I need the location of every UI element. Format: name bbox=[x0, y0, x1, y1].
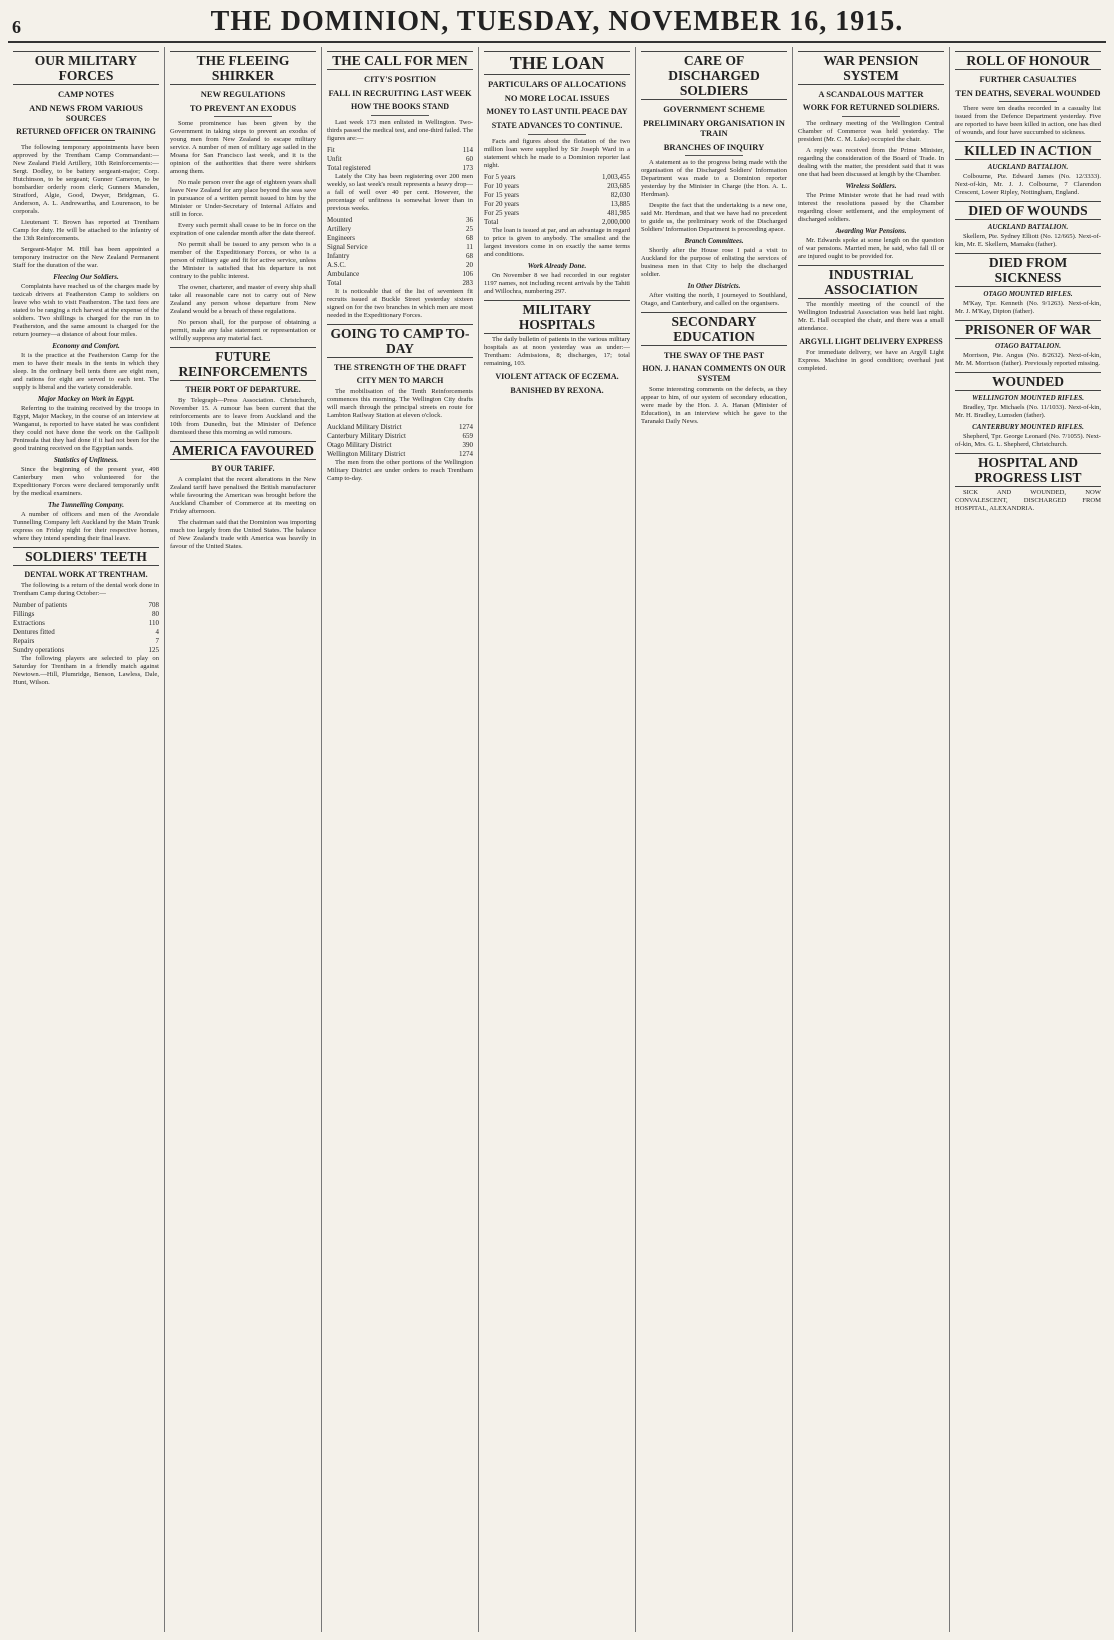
subheadline: FURTHER CASUALTIES bbox=[979, 74, 1077, 84]
paragraph: It is noticeable that of the list of seventeen fit recruits issued at Buckle Street yesterday sixteen signed on for the two branches in which men are most needed in the Expeditionary Forces. bbox=[327, 288, 473, 319]
dental-table bbox=[13, 601, 159, 655]
headline: FUTURE REINFORCEMENTS bbox=[170, 347, 316, 381]
paragraph: No person shall, for the purpose of obtaining a permit, make any false statement or representation or wilfully suppress any material fact. bbox=[170, 319, 316, 342]
paragraph: Some prominence has been given by the Government in taking steps to prevent an exodus of young men from New Zealand to escape military service. A number of men of military age sailed in the Moana for San Francisco last week, and it is the opinion of the authorities that there were shirkers among them. bbox=[170, 120, 316, 175]
loan-table bbox=[484, 173, 630, 227]
table-row: For 5 years 1,003,455 bbox=[484, 173, 630, 181]
unit-heading: OTAGO BATTALION. bbox=[994, 342, 1062, 350]
paragraph: Every such permit shall cease to be in force on the expiration of one calendar month after the date thereof. bbox=[170, 222, 316, 237]
paragraph: A complaint that the recent alterations in the New Zealand tariff have penalised the British manufacturer while favouring the American was brought before the Auckland Chamber of Commerce at its meeting on Friday afternoon. bbox=[170, 476, 316, 515]
paragraph: Lieutenant T. Brown has reported at Trentham Camp for duty. He will be attached to the infantry of the 13th Reinforcements. bbox=[13, 219, 159, 242]
subheadline: CITY'S POSITION bbox=[363, 74, 437, 84]
headline: GOING TO CAMP TO-DAY bbox=[327, 324, 473, 358]
section-heading: Awarding War Pensions. bbox=[835, 227, 907, 235]
headline: MILITARY HOSPITALS bbox=[484, 300, 630, 334]
paragraph: Despite the fact that the undertaking is a new one, said Mr. Herdman, and that we have had no precedent to guide us, the preliminary work of the Discharged Soldiers' Information Department is proceeding apace. bbox=[641, 202, 787, 233]
subheadline: BY OUR TARIFF. bbox=[211, 464, 275, 473]
subheadline: BRANCHES OF INQUIRY bbox=[663, 142, 765, 152]
paragraph: A number of officers and men of the Avondale Tunnelling Company left Auckland by the Main Trunk express on Friday night for their respective homes, where they intend spending their final leave. bbox=[13, 511, 159, 542]
paragraph: Mr. Edwards spoke at some length on the question of war pensions. Married men, he said, who fall ill or are injured ought to be provided for. bbox=[798, 237, 944, 260]
table-row: Total 283 bbox=[327, 279, 473, 287]
page-number: 6 bbox=[12, 17, 21, 37]
paragraph: The men from the other portions of the Wellington Military District are under orders to reach Trentham Camp to-day. bbox=[327, 459, 473, 482]
subheadline: CAMP NOTES bbox=[58, 89, 114, 99]
section-heading: Economy and Comfort. bbox=[52, 342, 120, 350]
subheadline: TO PREVENT AN EXODUS bbox=[189, 103, 297, 113]
section-heading: In Other Districts. bbox=[687, 282, 741, 290]
headline: ROLL OF HONOUR bbox=[955, 51, 1101, 70]
headline: AMERICA FAVOURED bbox=[171, 443, 315, 458]
table-row: Signal Service 11 bbox=[327, 243, 473, 251]
table-row: Engineers 68 bbox=[327, 234, 473, 242]
table-row: For 25 years 481,985 bbox=[484, 209, 630, 217]
headline: INDUSTRIAL ASSOCIATION bbox=[798, 265, 944, 299]
table-row: Artillery 25 bbox=[327, 225, 473, 233]
paragraph: Lately the City has been registering over 200 men weekly, so last week's result represents a heavy drop—a fall of well over 40 per cent. However, the percentage of unfitness is somewhat lower than in previous weeks. bbox=[327, 173, 473, 212]
section-heading: Major Mackey on Work in Egypt. bbox=[37, 395, 135, 403]
table-row: Unfit 60 bbox=[327, 155, 473, 163]
table-row: Ambulance 106 bbox=[327, 270, 473, 278]
table-row: For 15 years 82,030 bbox=[484, 191, 630, 199]
section-heading: Wireless Soldiers. bbox=[845, 182, 897, 190]
section-heading: HOSPITAL AND PROGRESS LIST bbox=[955, 453, 1101, 487]
column-the-loan bbox=[479, 47, 636, 1632]
branch-table bbox=[327, 216, 473, 288]
table-row: For 10 years 203,685 bbox=[484, 182, 630, 190]
table-row: Auckland Military District 1274 bbox=[327, 423, 473, 431]
subheadline: TEN DEATHS, SEVERAL WOUNDED bbox=[955, 88, 1101, 98]
recruit-table bbox=[327, 146, 473, 173]
section-heading: KILLED IN ACTION bbox=[955, 141, 1101, 160]
paragraph: Facts and figures about the flotation of the two million loan were supplied by Sir Joseph Ward in a statement which he made to a Dominion reporter last night. bbox=[484, 138, 630, 169]
subheadline: HON. J. HANAN COMMENTS ON OUR SYSTEM bbox=[642, 364, 786, 383]
paragraph: Colbourne, Pte. Edward James (No. 12/3333). Next-of-kin, Mr. J. J. Colbourne, 7 Clarendon Crescent, Lower Ripley, Nottingham, England. bbox=[955, 173, 1101, 196]
paragraph: There were ten deaths recorded in a casualty list issued from the Defence Department yesterday. Five are reported to have been killed in action, one has died of wounds, and four have succumbed to sickness. bbox=[955, 105, 1101, 136]
table-row: Extractions 110 bbox=[13, 619, 159, 627]
unit-heading: WELLINGTON MOUNTED RIFLES. bbox=[971, 394, 1085, 402]
paragraph: The following is a return of the dental work done in Trentham Camp during October:— bbox=[13, 582, 159, 597]
headline: OUR MILITARY FORCES bbox=[13, 51, 159, 85]
subheadline: STATE ADVANCES TO CONTINUE. bbox=[491, 121, 623, 130]
subheadline: A SCANDALOUS MATTER bbox=[818, 89, 924, 99]
paragraph: The owner, charterer, and master of every ship shall take all reasonable care not to carry out of New Zealand any person whose departure from New Zealand would be a breach of these regulations. bbox=[170, 284, 316, 315]
paragraph: Morrison, Pte. Angus (No. 8/2632). Next-of-kin, Mr. M. Morrison (father). Previously reported missing. bbox=[955, 352, 1101, 367]
table-row: For 20 years 13,885 bbox=[484, 200, 630, 208]
unit-heading: AUCKLAND BATTALION. bbox=[987, 223, 1069, 231]
headline: THE LOAN bbox=[484, 51, 630, 75]
column-war-pension bbox=[793, 47, 950, 1632]
section-heading: PRISONER OF WAR bbox=[955, 320, 1101, 339]
paragraph: Complaints have reached us of the charges made by taxicab drivers at Featherston Camp to soldiers on leave who wish to visit Featherston. The taxi fees are stated to be ranging a rich harvest at the expense of the soldiers. Two shillings is charged for the run in to Featherston, and the same amount is charged for the return journey—a distance of about four miles. bbox=[13, 283, 159, 338]
paragraph: The following players are selected to play on Saturday for Trentham in a friendly match against Newtown.—Hill, Plumridge, Benson, Lawless, Dale, Hunt, Wilson. bbox=[13, 655, 159, 686]
columns bbox=[8, 47, 1106, 1632]
subheadline: THE SWAY OF THE PAST bbox=[663, 350, 765, 360]
paragraph: The Prime Minister wrote that he had read with interest the resolutions passed by the Chamber regarding closer settlement, and the employment of discharged soldiers. bbox=[798, 192, 944, 223]
headline: SOLDIERS' TEETH bbox=[13, 547, 159, 566]
paragraph: Some interesting comments on the defects, as they appear to him, of our system of secondary education, were made by the Hon. J. A. Hanan (Minister of Education), in an interview which he gave to the Taranaki Daily News. bbox=[641, 386, 787, 425]
paragraph: Referring to the training received by the troops in Egypt, Major Mackey, in the course of an interview at Wanganui, is reported to have stated he was confident they could not have done the work on the Gallipoli Peninsula that they had done if it had not been for the good training received on the Egyptian sands. bbox=[13, 405, 159, 452]
column-roll-of-honour bbox=[950, 47, 1106, 1632]
paragraph: The loan is issued at par, and an advantage in regard to price is given to anybody. The smallest and the largest investors come in on exactly the same terms and conditions. bbox=[484, 227, 630, 258]
headline: SECONDARY EDUCATION bbox=[641, 312, 787, 346]
subheadline: NEW REGULATIONS bbox=[200, 89, 286, 99]
section-heading: DIED OF WOUNDS bbox=[955, 201, 1101, 220]
section-heading: Work Already Done. bbox=[527, 262, 587, 270]
paragraph: Sergeant-Major M. Hill has been appointed a temporary instructor on the New Zealand Permanent Staff for the duration of the war. bbox=[13, 246, 159, 269]
paragraph: The following temporary appointments have been approved by the Trentham Camp Commandant:— New Zealand Field Artillery, 10th Reinforcements:—Sergt. Dodley, to be battery sergeant-major; Corp. Hutchinson, to be sergeant; Gunner Cameron, to be bombardier orderly room clerk; Gunners Marsden, Stratford, Algie, Good, Dwyer, Bridgman, G. Anderson, A. L. Andrewartha, and Lourenson, to be corporals. bbox=[13, 144, 159, 215]
column-fleeing-shirker bbox=[165, 47, 322, 1632]
subheadline: WORK FOR RETURNED SOLDIERS. bbox=[802, 103, 940, 112]
unit-heading: CANTERBURY MOUNTED RIFLES. bbox=[972, 423, 1084, 431]
section-heading: Statistics of Unfitness. bbox=[53, 456, 119, 464]
headline: THE FLEEING SHIRKER bbox=[170, 51, 316, 85]
headline: WAR PENSION SYSTEM bbox=[798, 51, 944, 85]
table-row: Total registered 173 bbox=[327, 164, 473, 172]
column-call-for-men bbox=[322, 47, 479, 1632]
section-heading: The Tunnelling Company. bbox=[48, 501, 124, 509]
section-heading: Fleecing Our Soldiers. bbox=[53, 273, 119, 281]
subheadline: MONEY TO LAST UNTIL PEACE DAY bbox=[486, 107, 628, 116]
section-heading: Branch Committees. bbox=[684, 237, 744, 245]
paragraph: For immediate delivery, we have an Argyll Light Express. Machine in good condition; overhaul just completed. bbox=[798, 349, 944, 372]
subheadline: CITY MEN TO MARCH bbox=[356, 376, 444, 385]
unit-heading: OTAGO MOUNTED RIFLES. bbox=[983, 290, 1073, 298]
paragraph: Bradley, Tpr. Michaels (No. 11/1033). Next-of-kin, Mr. H. Bradley, Lumsden (father). bbox=[955, 404, 1101, 419]
paragraph: No permit shall be issued to any person who is a member of the Expeditionary Forces, or who is a person of military age and fit for active service, unless the Minister is satisfied that his departure is not contrary to the public interest. bbox=[170, 241, 316, 280]
subheadline: ARGYLL LIGHT DELIVERY EXPRESS bbox=[799, 337, 943, 346]
paragraph: No male person over the age of eighteen years shall leave New Zealand for any place beyond the seas save in pursuance of a written permit issued to him by the Minister or Under-Secretary of Internal Affairs and still in force. bbox=[170, 179, 316, 218]
table-row: Infantry 68 bbox=[327, 252, 473, 260]
table-row: Otago Military District 390 bbox=[327, 441, 473, 449]
paragraph: On November 8 we had recorded in our register 1197 names, not including recent arrivals by the Tahiti and Willochra, numbering 297. bbox=[484, 272, 630, 295]
paragraph: Last week 173 men enlisted in Wellington. Two-thirds passed the medical test, and one-third failed. The figures are:— bbox=[327, 119, 473, 142]
table-row: Canterbury Military District 659 bbox=[327, 432, 473, 440]
paragraph: SICK AND WOUNDED, NOW CONVALESCENT, DISCHARGED FROM HOSPITAL, ALEXANDRIA. bbox=[955, 489, 1101, 512]
subheadline: GOVERNMENT SCHEME bbox=[663, 104, 765, 114]
table-row: Dentures fitted 4 bbox=[13, 628, 159, 636]
subheadline: BANISHED BY REXONA. bbox=[510, 386, 604, 395]
column-military-forces bbox=[8, 47, 165, 1632]
subheadline: FALL IN RECRUITING LAST WEEK bbox=[328, 88, 472, 98]
subheadline: THE STRENGTH OF THE DRAFT bbox=[333, 362, 467, 372]
newspaper-title: THE DOMINION, TUESDAY, NOVEMBER 16, 1915. bbox=[210, 6, 904, 37]
paragraph: The chairman said that the Dominion was importing much too largely from the United States. The balance of New Zealand's trade with America was heavily in favour of the United States. bbox=[170, 519, 316, 550]
table-row: Wellington Military District 1274 bbox=[327, 450, 473, 458]
table-row: Mounted 36 bbox=[327, 216, 473, 224]
section-heading: WOUNDED bbox=[955, 372, 1101, 391]
subheadline: NO MORE LOCAL ISSUES bbox=[504, 93, 610, 103]
table-row: A.S.C. 20 bbox=[327, 261, 473, 269]
paragraph: The daily bulletin of patients in the various military hospitals as at noon yesterday was as under:— Trentham: Admissions, 8; discharges, 17; total remaining, 103. bbox=[484, 336, 630, 367]
subheadline: PARTICULARS OF ALLOCATIONS bbox=[488, 79, 626, 89]
table-row: Repairs 7 bbox=[13, 637, 159, 645]
section-heading: DIED FROM SICKNESS bbox=[955, 253, 1101, 287]
table-row: Fit 114 bbox=[327, 146, 473, 154]
paragraph: After visiting the north, I journeyed to Southland, Otago, and Canterbury, and called on the organisers. bbox=[641, 292, 787, 307]
paragraph: Skellern, Pte. Sydney Elliott (No. 12/665). Next-of-kin, Mr. E. Skellern, Mamaku (father). bbox=[955, 233, 1101, 248]
headline: THE CALL FOR MEN bbox=[327, 51, 473, 70]
paragraph: It is the practice at the Featherston Camp for the men to have their meals in the tents in which they sleep. In the ordinary bell tents there are eight men, and rations for eight are served to each tent. The supply is liberal and the variety considerable. bbox=[13, 352, 159, 391]
masthead bbox=[8, 8, 1106, 43]
paragraph: M'Kay, Tpr. Kenneth (No. 9/1263). Next-of-kin, Mr. J. M'Kay, Dipton (father). bbox=[955, 300, 1101, 315]
unit-heading: AUCKLAND BATTALION. bbox=[987, 163, 1069, 171]
paragraph: Since the beginning of the present year, 498 Canterbury men who volunteered for the Expeditionary Forces were declared temporarily unfit by the medical examiners. bbox=[13, 466, 159, 497]
subheadline: VIOLENT ATTACK OF ECZEMA. bbox=[495, 372, 619, 381]
paragraph: A reply was received from the Prime Minister, regarding the consideration of the Board of Trade. In dealing with the matter, the president said that it was one that had been discussed at length by the Chamber. bbox=[798, 147, 944, 178]
column-discharged-soldiers bbox=[636, 47, 793, 1632]
subheadline: RETURNED OFFICER ON TRAINING bbox=[16, 127, 156, 136]
subheadline: PRELIMINARY ORGANISATION IN TRAIN bbox=[643, 118, 785, 138]
subheadline: DENTAL WORK AT TRENTHAM. bbox=[24, 570, 148, 579]
district-table bbox=[327, 423, 473, 459]
paragraph: A statement as to the progress being made with the organisation of the Discharged Soldiers' Information Department was made to a Dominion reporter yesterday by the Minister in Charge (the Hon. A. L. Herdman). bbox=[641, 159, 787, 198]
table-row: Sundry operations 125 bbox=[13, 646, 159, 654]
table-row: Fillings 80 bbox=[13, 610, 159, 618]
table-row: Total 2,000,000 bbox=[484, 218, 630, 226]
paragraph: The mobilisation of the Tenth Reinforcements commences this morning. The Wellington City drafts will march through the principal streets en route for Lambton Railway Station at eleven o'clock. bbox=[327, 388, 473, 419]
paragraph: By Telegraph—Press Association. Christchurch, November 15. A rumour has been current that the reinforcements are to leave from Auckland and the 10th from Dunedin, but the Minister of Defence dismissed these this morning as wild rumours. bbox=[170, 397, 316, 436]
paragraph: The ordinary meeting of the Wellington Central Chamber of Commerce was held yesterday. The president (Mr. C. M. Luke) occupied the chair. bbox=[798, 120, 944, 143]
paragraph: Shortly after the House rose I paid a visit to Auckland for the purpose of enlisting the services of business men in that City to help the discharged soldier. bbox=[641, 247, 787, 278]
subheadline: HOW THE BOOKS STAND bbox=[350, 102, 450, 111]
subheadline: THEIR PORT OF DEPARTURE. bbox=[185, 385, 301, 394]
subheadline: AND NEWS FROM VARIOUS SOURCES bbox=[29, 103, 143, 123]
headline: CARE OF DISCHARGED SOLDIERS bbox=[641, 51, 787, 100]
paragraph: The monthly meeting of the council of the Wellington Industrial Association was held last night. Mr. E. Hall occupied the chair, and there was a small attendance. bbox=[798, 301, 944, 332]
table-row: Number of patients 708 bbox=[13, 601, 159, 609]
paragraph: Shepherd, Tpr. George Leonard (No. 7/1055). Next-of-kin, Mrs. G. L. Shepherd, Christchurch. bbox=[955, 433, 1101, 448]
